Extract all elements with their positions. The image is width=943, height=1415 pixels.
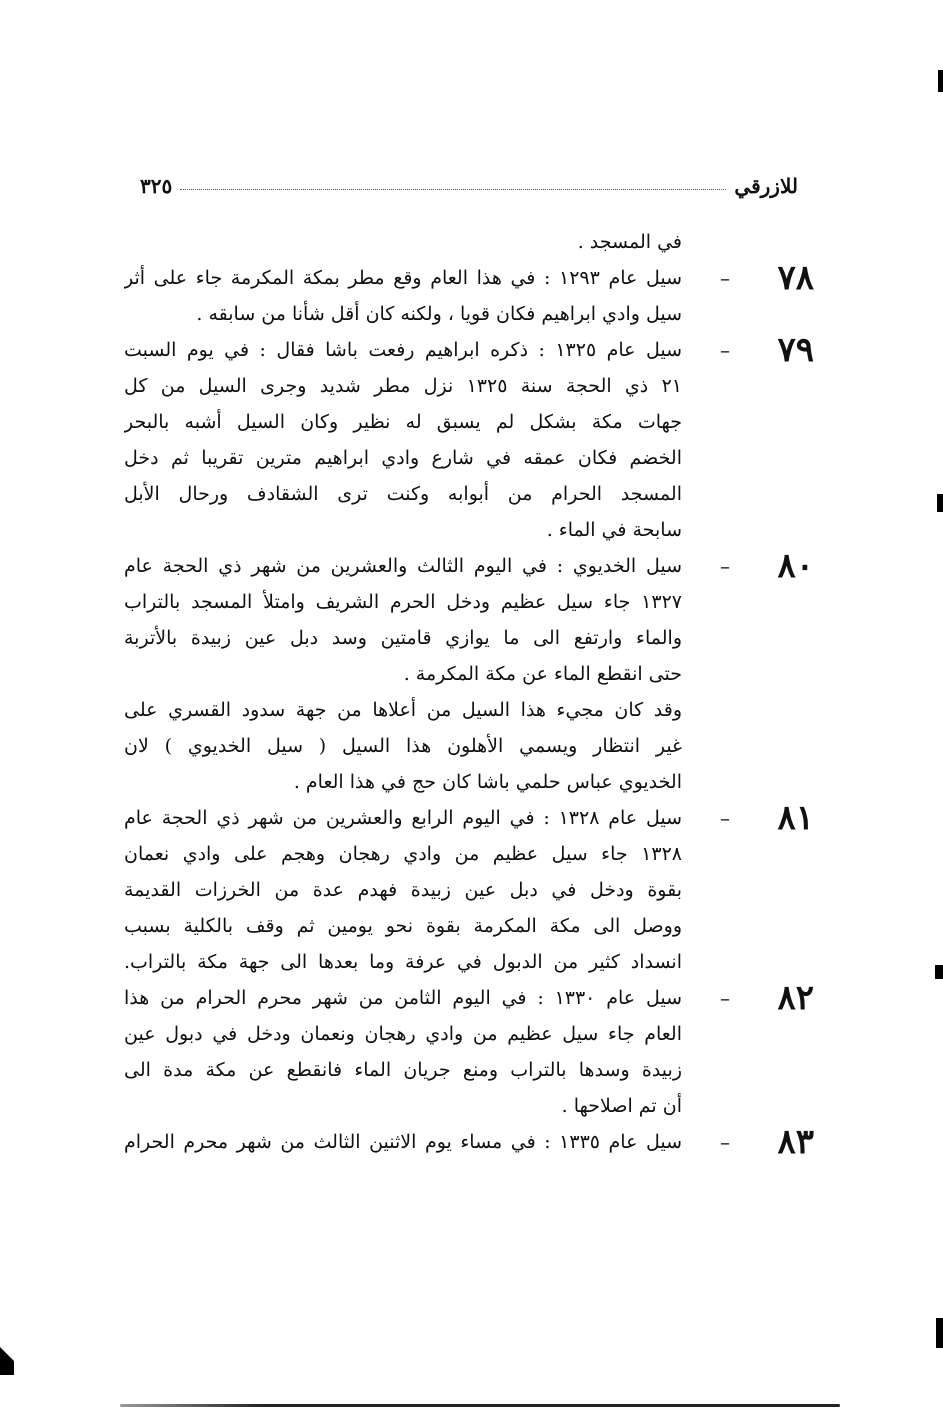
text-line: جهات مكة بشكل لم يسبق له نظير وكان السيل أشبه بالبحر: [124, 411, 682, 433]
text-line: انسداد كثير من الدبول في عرفة وما بعدها الى جهة مكة بالتراب.: [124, 951, 682, 973]
header-dot-leader: [180, 188, 726, 190]
page-body: [124, 224, 814, 1160]
entry-head: [686, 260, 814, 296]
entry-head: [686, 800, 814, 836]
scan-edge-mark: [938, 70, 943, 92]
page-number: ٣٢٥: [140, 174, 173, 198]
running-title: للازرقي: [734, 174, 798, 198]
entry-81-line: ٨١ – سيل عام ١٣٢٨ : في اليوم الرابع والعشرين من شهر ذي الحجة عام: [124, 800, 814, 836]
text-line: وقد كان مجيء هذا السيل من أعلاها من جهة سدود القسري على: [124, 699, 682, 721]
entry-number: ٨٠: [777, 548, 814, 584]
entry-dash: –: [720, 554, 730, 578]
text-line: ووصل الى مكة المكرمة بقوة نحو يومين ثم وقف بالكلية بسبب: [124, 915, 682, 937]
entry-dash: –: [720, 806, 730, 830]
scan-edge-mark: [937, 494, 943, 512]
entry-80-line: ٨٠ – سيل الخديوي : في اليوم الثالث والعشرين من شهر ذي الحجة عام: [124, 548, 814, 584]
entry-number: ٧٨: [777, 260, 814, 296]
entry-number: ٧٩: [777, 332, 814, 368]
entry-head: [686, 548, 814, 584]
text-line: غير انتظار ويسمي الأهلون هذا السيل ( سيل الخديوي ) لان: [124, 735, 682, 757]
text-line: العام جاء سيل عظيم من وادي رهجان ونعمان ودخل في دبول عين: [124, 1023, 682, 1045]
entry-head: [686, 980, 814, 1016]
entry-dash: –: [720, 986, 730, 1010]
text-line: ٢١ ذي الحجة سنة ١٣٢٥ نزل مطر شديد وجرى السيل من كل: [124, 375, 682, 397]
text-line: حتى انقطع الماء عن مكة المكرمة .: [403, 663, 682, 685]
scan-edge-mark: [935, 965, 943, 979]
text-line: في المسجد .: [577, 231, 682, 253]
text-line: ١٣٢٨ جاء سيل عظيم من وادي رهجان وهجم على وادي نعمان: [124, 843, 682, 865]
text-line: ١٣٢٧ جاء سيل عظيم ودخل الحرم الشريف وامتلأ المسجد بالتراب: [124, 591, 682, 613]
running-header: [140, 170, 798, 202]
text-line: أن تم اصلاحها .: [561, 1095, 682, 1117]
text-line: بقوة ودخل في دبل عين زبيدة فهدم عدة من الخرزات القديمة: [124, 879, 682, 901]
text-line: سيل وادي ابراهيم فكان قويا ، ولكنه كان أقل شأنا من سابقه .: [196, 303, 682, 325]
entry-dash: –: [720, 266, 730, 290]
entry-head: [686, 1124, 814, 1160]
text-line: الخضم فكان عمقه في شارع وادي ابراهيم مترين تقريبا ثم دخل: [124, 447, 682, 469]
entry-78-line: ٧٨ – سيل عام ١٢٩٣ : في هذا العام وقع مطر بمكة المكرمة جاء على أثر: [124, 260, 814, 296]
entry-number: ٨١: [777, 800, 814, 836]
entry-number: ٨٢: [777, 980, 814, 1016]
entry-number: ٨٣: [777, 1124, 814, 1160]
text-line: زبيدة وسدها بالتراب ومنع جريان الماء فانقطع عن مكة مدة الى: [124, 1059, 682, 1081]
scan-edge-mark: [936, 1318, 943, 1348]
text-line: والماء وارتفع الى ما يوازي قامتين وسد دبل عين زبيدة بالأتربة: [124, 627, 682, 649]
entry-83-line: ٨٣ – سيل عام ١٣٣٥ : في مساء يوم الاثنين الثالث من شهر محرم الحرام: [124, 1124, 814, 1160]
scan-bottom-edge: [120, 1404, 840, 1407]
entry-dash: –: [720, 338, 730, 362]
text-line: سابحة في الماء .: [546, 519, 682, 541]
entry-79-line: ٧٩ – سيل عام ١٣٢٥ : ذكره ابراهيم رفعت باشا فقال : في يوم السبت: [124, 332, 814, 368]
scan-corner-mark: [0, 1347, 14, 1375]
entry-head: [686, 332, 814, 368]
text-line: المسجد الحرام من أبوابه وكنت ترى الشقادف ورحال الأبل: [124, 483, 682, 505]
text-line: الخديوي عباس حلمي باشا كان حج في هذا العام .: [293, 771, 682, 793]
entry-dash: –: [720, 1130, 730, 1154]
entry-82-line: ٨٢ – سيل عام ١٣٣٠ : في اليوم الثامن من شهر محرم الحرام من هذا: [124, 980, 814, 1016]
